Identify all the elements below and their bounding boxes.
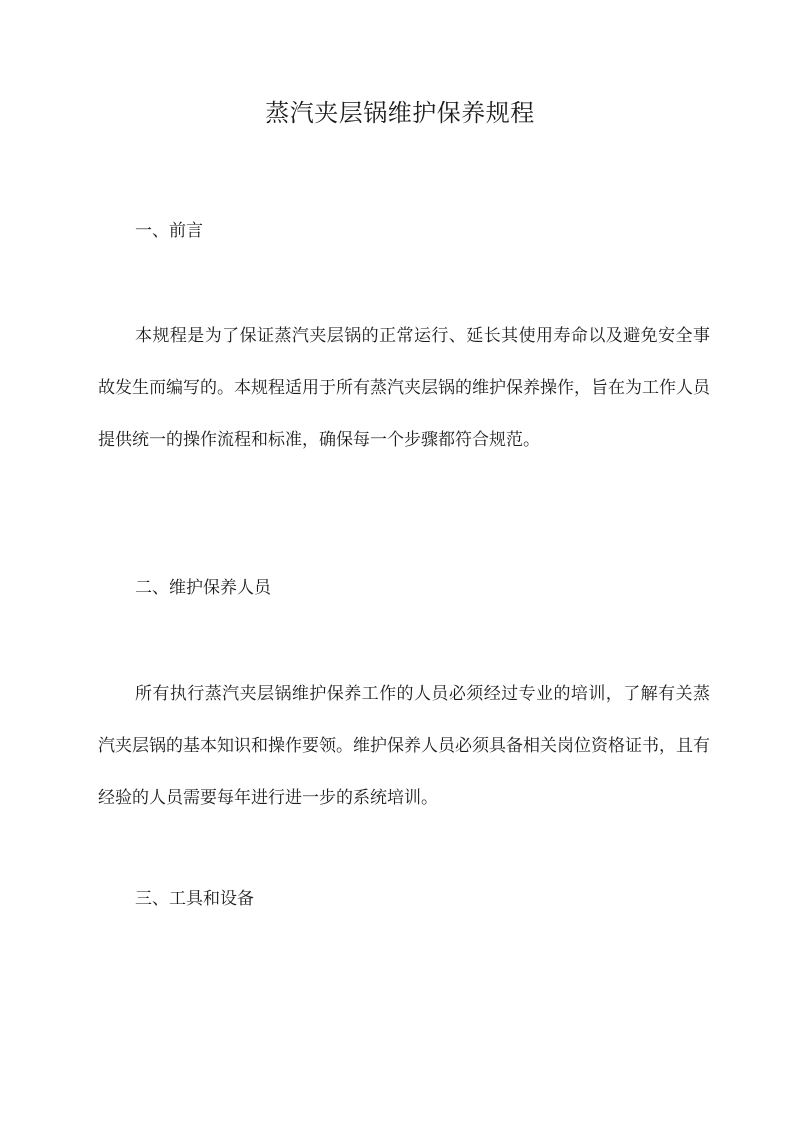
section-paragraph-preface: 本规程是为了保证蒸汽夹层锅的正常运行、延长其使用寿命以及避免安全事故发生而编写的。本规程适用于所有蒸汽夹层锅的维护保养操作，旨在为工作人员提供统一的操作流程和标准，确保每一个步骤都符合规范。 — [98, 326, 710, 450]
section-heading-tools: 三、工具和设备 — [135, 889, 254, 909]
section-heading-preface: 一、前言 — [135, 221, 203, 241]
document-title: 蒸汽夹层锅维护保养规程 — [265, 99, 535, 127]
section-heading-personnel: 二、维护保养人员 — [135, 578, 271, 598]
section-paragraph-personnel: 所有执行蒸汽夹层锅维护保养工作的人员必须经过专业的培训，了解有关蒸汽夹层锅的基本知识和操作要领。维护保养人员必须具备相关岗位资格证书，且有经验的人员需要每年进行进一步的系统培训。 — [98, 684, 710, 808]
